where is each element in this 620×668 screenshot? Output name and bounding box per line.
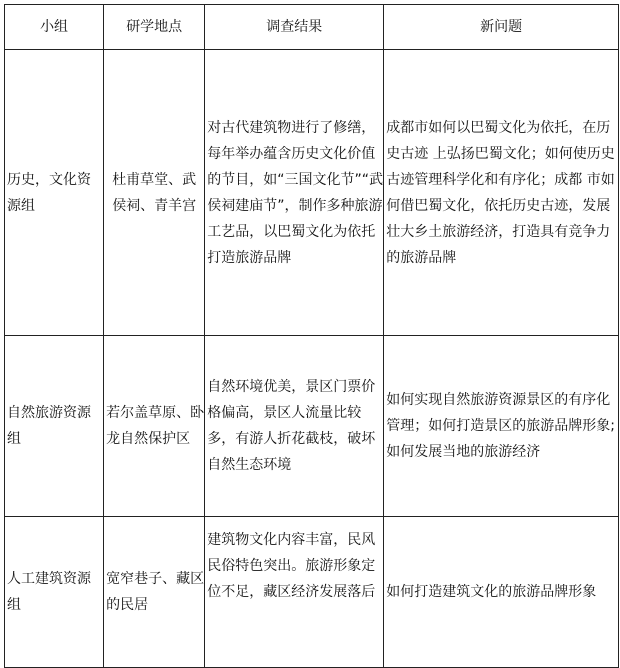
cell-location: 若尔盖草原、卧龙自然保护区 [104,336,205,517]
cell-findings: 建筑物文化内容丰富，民风民俗特色突出。旅游形象定位不足，藏区经济发展落后 [205,517,384,668]
header-findings: 调查结果 [205,5,384,50]
cell-findings: 自然环境优美，景区门票价格偏高，景区人流量比较多，有游人折花截枝，破坏自然生态环境 [205,336,384,517]
cell-new-questions: 如何打造建筑文化的旅游品牌形象 [384,517,619,668]
table-row [5,50,619,336]
table-row [5,336,619,517]
header-row [5,5,619,50]
cell-group: 自然旅游资源组 [5,336,104,517]
cell-group: 历史，文化资源组 [5,50,104,336]
cell-location: 杜甫草堂、武侯祠、青羊宫 [104,50,205,336]
header-group: 小组 [5,5,104,50]
header-new-questions: 新问题 [384,5,619,50]
cell-location: 宽窄巷子、藏区的民居 [104,517,205,668]
cell-findings: 对古代建筑物进行了修缮，每年举办蕴含历史文化价值的节目，如“三国文化节”“武侯祠建庙节”，制作多种旅游工艺品，以巴蜀文化为依托打造旅游品牌 [205,50,384,336]
header-location: 研学地点 [104,5,205,50]
cell-new-questions: 如何实现自然旅游资源景区的有序化管理；如何打造景区的旅游品牌形象;如何发展当地的旅游经济 [384,336,619,517]
cell-new-questions: 成都市如何以巴蜀文化为依托，在历史古迹 上弘扬巴蜀文化；如何使历史古迹管理科学化和有序化；成都 市如何借巴蜀文化，依托历史古迹，发展壮大乡土旅游经济，打造具有竞争力的旅游品牌 [384,50,619,336]
cell-group: 人工建筑资源组 [5,517,104,668]
table-row [5,517,619,668]
research-table [4,4,619,668]
